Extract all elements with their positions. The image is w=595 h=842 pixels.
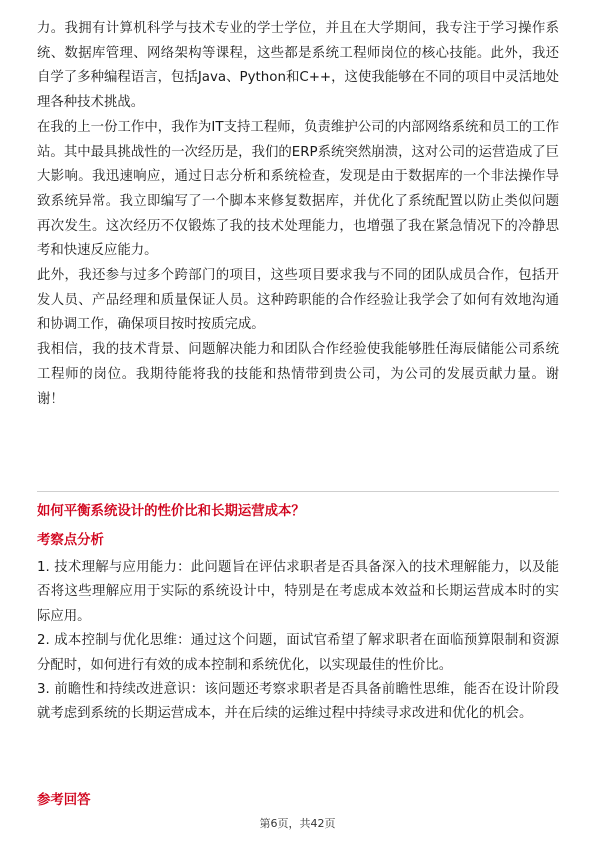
analysis-item: 1. 技术理解与应用能力：此问题旨在评估求职者是否具备深入的技术理解能力，以及能否将这些理解应用于实际的系统设计中，特别是在考虑成本效益和长期运营成本时的实际应用。 (37, 560, 559, 624)
answer-heading: 参考回答 (37, 793, 91, 808)
analysis-list (37, 556, 559, 727)
body-paragraph: 此外，我还参与过多个跨部门的项目，这些项目要求我与不同的团队成员合作，包括开发人员、产品经理和质量保证人员。这种跨职能的合作经验让我学会了如何有效地沟通和协调工作，确保项目按时按质完成。 (37, 268, 559, 333)
body-text (37, 17, 559, 412)
body-paragraph: 力。我拥有计算机科学与技术专业的学士学位，并且在大学期间，我专注于学习操作系统、数据库管理、网络架构等课程，这些都是系统工程师岗位的核心技能。此外，我还自学了多种编程语言，包括Java、Python和C++，这使我能够在不同的项目中灵活地处理各种技术挑战。 (37, 21, 559, 111)
body-paragraph: 在我的上一份工作中，我作为IT支持工程师，负责维护公司的内部网络系统和员工的工作站。其中最具挑战性的一次经历是，我们的ERP系统突然崩溃，这对公司的运营造成了巨大影响。我迅速响应，通过日志分析和系统检查，发现是由于数据库的一个非法操作导致系统异常。我立即编写了一个脚本来修复数据库，并优化了系统配置以防止类似问题再次发生。这次经历不仅锻炼了我的技术处理能力，也增强了我在紧急情况下的冷静思考和快速反应能力。 (37, 119, 559, 259)
page-number: 第6页，共42页 (259, 817, 336, 830)
analysis-item: 2. 成本控制与优化思维：通过这个问题，面试官希望了解求职者在面临预算限制和资源分配时，如何进行有效的成本控制和系统优化，以实现最佳的性价比。 (37, 633, 559, 673)
body-paragraph: 我相信，我的技术背景、问题解决能力和团队合作经验使我能够胜任海辰储能公司系统工程师的岗位。我期待能将我的技能和热情带到贵公司，为公司的发展贡献力量。谢谢！ (37, 342, 559, 407)
section-divider (37, 491, 559, 492)
analysis-heading: 考察点分析 (37, 533, 104, 548)
question-title: 如何平衡系统设计的性价比和长期运营成本？ (37, 504, 305, 519)
analysis-item: 3. 前瞻性和持续改进意识：该问题还考察求职者是否具备前瞻性思维，能否在设计阶段就考虑到系统的长期运营成本，并在后续的运维过程中持续寻求改进和优化的机会。 (37, 682, 559, 722)
